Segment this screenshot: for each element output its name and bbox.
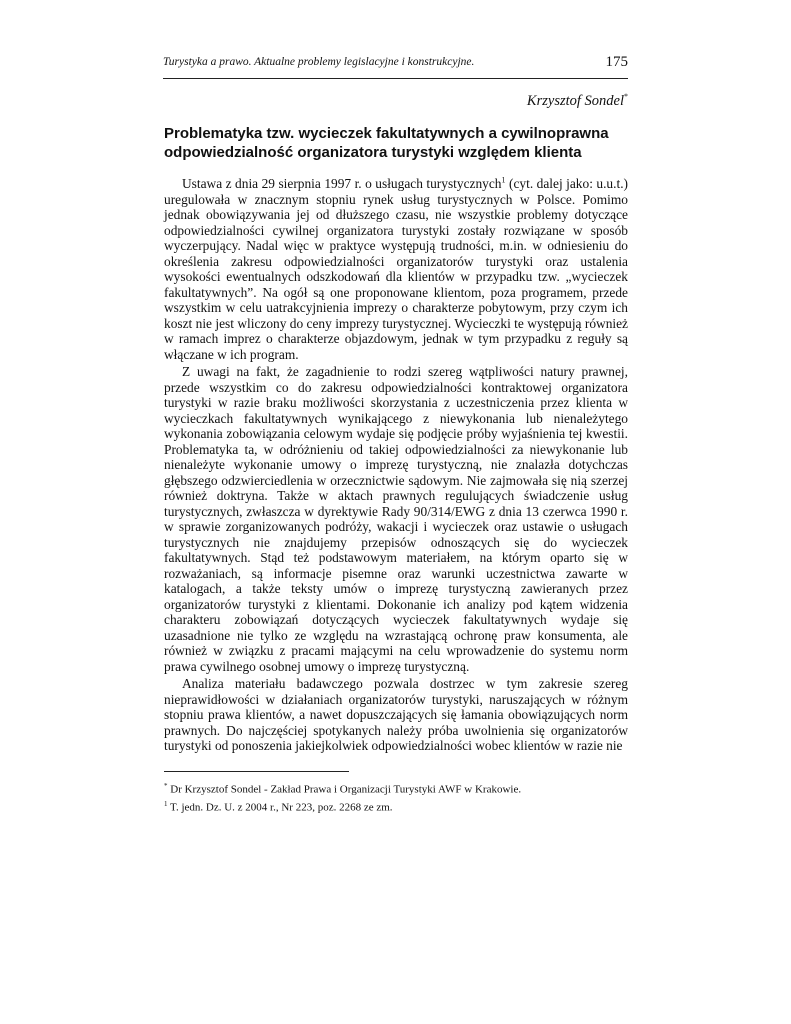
footnote-1 bbox=[164, 797, 628, 815]
footnote-text: Dr Krzysztof Sondel - Zakład Prawa i Organizacji Turystyki AWF w Krakowie. bbox=[167, 783, 522, 796]
footnote-marker: 1 bbox=[164, 799, 168, 808]
running-header bbox=[163, 50, 628, 79]
paragraph-3: Analiza materiału badawczego pozwala dostrzec w tym zakresie szereg nieprawidłowości w działaniach organizatorów turystyki, naruszających w różnym stopniu prawa klientów, a nawet dopuszczających się łamania obowiązujących norm prawnych. Do najczęściej spotykanych należy próba uwolnienia się organizatorów turystyki od ponoszenia jakiejkolwiek odpowiedzialności wobec klientów w razie nie bbox=[164, 676, 628, 753]
page-number: 175 bbox=[605, 54, 628, 70]
running-title: Turystyka a prawo. Aktualne problemy legislacyjne i konstrukcyjne. bbox=[163, 56, 475, 68]
article-body bbox=[164, 176, 628, 756]
author-line bbox=[527, 92, 628, 110]
paragraph-1-rest: (cyt. dalej jako: u.u.t.) uregulowała w znacznym stopniu rynek usług turystycznych w Polsce. Pomimo jednak obowiązywania jej od dłuższego czasu, nie wszystkie problemy dotyczące odpowiedzialności cywilnej organizatora turystyki zostały rozwiązane w sposób wyczerpujący. Nadal więc w praktyce występują trudności, m.in. w odniesieniu do określenia zakresu odpowiedzialności organizatorów turystyki oraz ustalenia wysokości ewentualnych odszkodowań dla klientów w przypadku tzw. „wycieczek fakultatywnych”. Na ogół są one proponowane klientom, poza programem, przede wszystkim w celu uatrakcyjnienia imprezy o charakterze pobytowym, przy czym ich koszt nie jest wliczony do ceny imprezy turystycznej. Wycieczki te występują również w ramach imprez o charakterze objazdowym, jednak w tym przypadku z reguły są włączane w ich program. bbox=[164, 176, 629, 362]
footnote-divider bbox=[164, 771, 349, 772]
paragraph-2: Z uwagi na fakt, że zagadnienie to rodzi szereg wątpliwości natury prawnej, przede wszystkim co do zakresu odpowiedzialności kontraktowej organizatora turystyki w razie braku możliwości skorzystania z uczestniczenia przez klienta w wycieczkach fakultatywnych wynikającego z niewykonania lub nienależytego wykonania zobowiązania celowym wydaje się podjęcie próby wyjaśnienia tej kwestii. Problematyka ta, w odróżnieniu od takiej odpowiedzialności za niewykonanie lub nienależyte wykonanie umowy o imprezę turystyczną, nie znalazła dotychczas głębszego odzwierciedlenia w orzecznictwie sądowym. Nie zajmowała się nią szerzej również doktryna. Także w aktach prawnych regulujących świadczenie usług turystycznych, zwłaszcza w dyrektywie Rady 90/314/EWG z dnia 13 czerwca 1990 r. w sprawie zorganizowanych podróży, wakacji i wycieczek oraz ustawie o usługach turystycznych nie znajdujemy przepisów odnoszących się do wycieczek fakultatywnych. Stąd też podstawowym materiałem, na którym oparto się w rozważaniach, są informacje pisemne oraz warunki uczestnictwa zawarte w katalogach, a także teksty umów o imprezę turystyczną zawieranych przez organizatorów turystyki z klientami. Dokonanie ich analizy pod kątem widzenia charakteru zobowiązań dotyczących wycieczek fakultatywnych wydaje się uzasadnione nie tylko ze względu na wzrastającą ochronę praw konsumenta, ale również w związku z pracami mającymi na celu wprowadzenie do systemu norm prawa cywilnego osobnej umowy o imprezę turystyczną. bbox=[164, 364, 628, 674]
author-name: Krzysztof Sondel bbox=[526, 92, 624, 109]
footnote-author bbox=[164, 779, 628, 797]
article-title: Problematyka tzw. wycieczek fakultatywnych a cywilnoprawna odpowiedzialność organizatora turystyki względem klienta bbox=[164, 125, 609, 161]
author-footnote-marker: * bbox=[624, 92, 628, 101]
paragraph-1-start: Ustawa z dnia 29 sierpnia 1997 r. o usługach turystycznych bbox=[182, 176, 502, 191]
footnote-text: T. jedn. Dz. U. z 2004 r., Nr 223, poz. 2268 ze zm. bbox=[167, 801, 393, 814]
paragraph-1 bbox=[164, 176, 628, 362]
footnote-marker: * bbox=[164, 782, 168, 790]
footnotes bbox=[164, 779, 628, 814]
footnote-ref-1: 1 bbox=[501, 175, 506, 185]
